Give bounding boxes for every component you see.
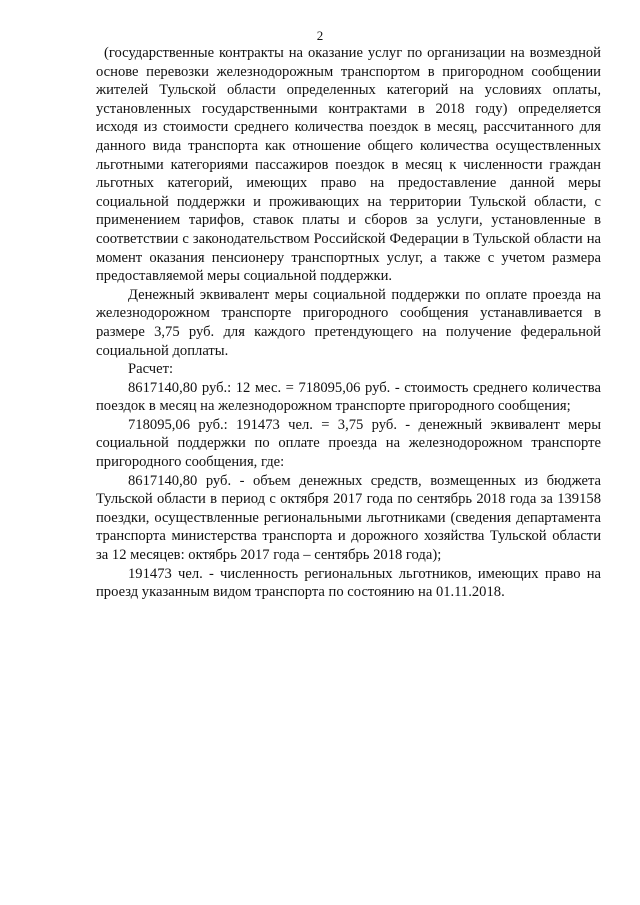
paragraph-equivalent-formula: 718095,06 руб.: 191473 чел. = 3,75 руб. - денежный эквивалент меры социальной поддержки по оплате проезда на железнодорожном транспорте пригородного сообщения, где: <box>96 416 601 471</box>
page-number: 2 <box>316 28 324 43</box>
paragraph-funds-volume: 8617140,80 руб. - объем денежных средств, возмещенных из бюджета Тульской области в период с октября 2017 года по сентябрь 2018 года за 139158 поездки, осуществленные региональными льготниками (сведения департамента транспорта министерства транспорта и дорожного хозяйства Тульской области за 12 месяцев: октябрь 2017 года – сентябрь 2018 года); <box>96 472 601 564</box>
paragraph-monetary-equivalent: Денежный эквивалент меры социальной поддержки по оплате проезда на железнодорожном транспорте пригородного сообщения устанавливается в размере 3,75 руб. для каждого претендующего на получение федеральной социальной доплаты. <box>96 286 601 359</box>
paragraph-contract-definition: (государственные контракты на оказание услуг по организации на возмездной основе перевозки железнодорожным транспортом в пригородном сообщении жителей Тульской области определенных категорий на условиях оплаты, установленных государственными контрактами в 2018 году) определяется исходя из стоимости среднего количества поездок в месяц, рассчитанного для данного вида транспорта как отношение общего количества осуществленных льготными категориями пассажиров поездок в месяц к численности граждан льготных категорий, имеющих право на предоставление данной меры социальной поддержки и проживающих на территории Тульской области, с применением тарифов, ставок платы и сборов за услуги, установленные в соответствии с законодательством Российской Федерации в Тульской области на момент оказания пенсионеру транспортных услуг, а также с учетом размера предоставляемой меры социальной поддержки. <box>96 45 601 285</box>
document-body <box>96 44 601 602</box>
paragraph-average-trip-cost: 8617140,80 руб.: 12 мес. = 718095,06 руб. - стоимость среднего количества поездок в месяц на железнодорожном транспорте пригородного сообщения; <box>96 379 601 415</box>
paragraph-beneficiary-count: 191473 чел. - численность региональных льготников, имеющих право на проезд указанным видом транспорта по состоянию на 01.11.2018. <box>96 565 601 601</box>
paragraph-calculation-heading: Расчет: <box>128 361 174 378</box>
